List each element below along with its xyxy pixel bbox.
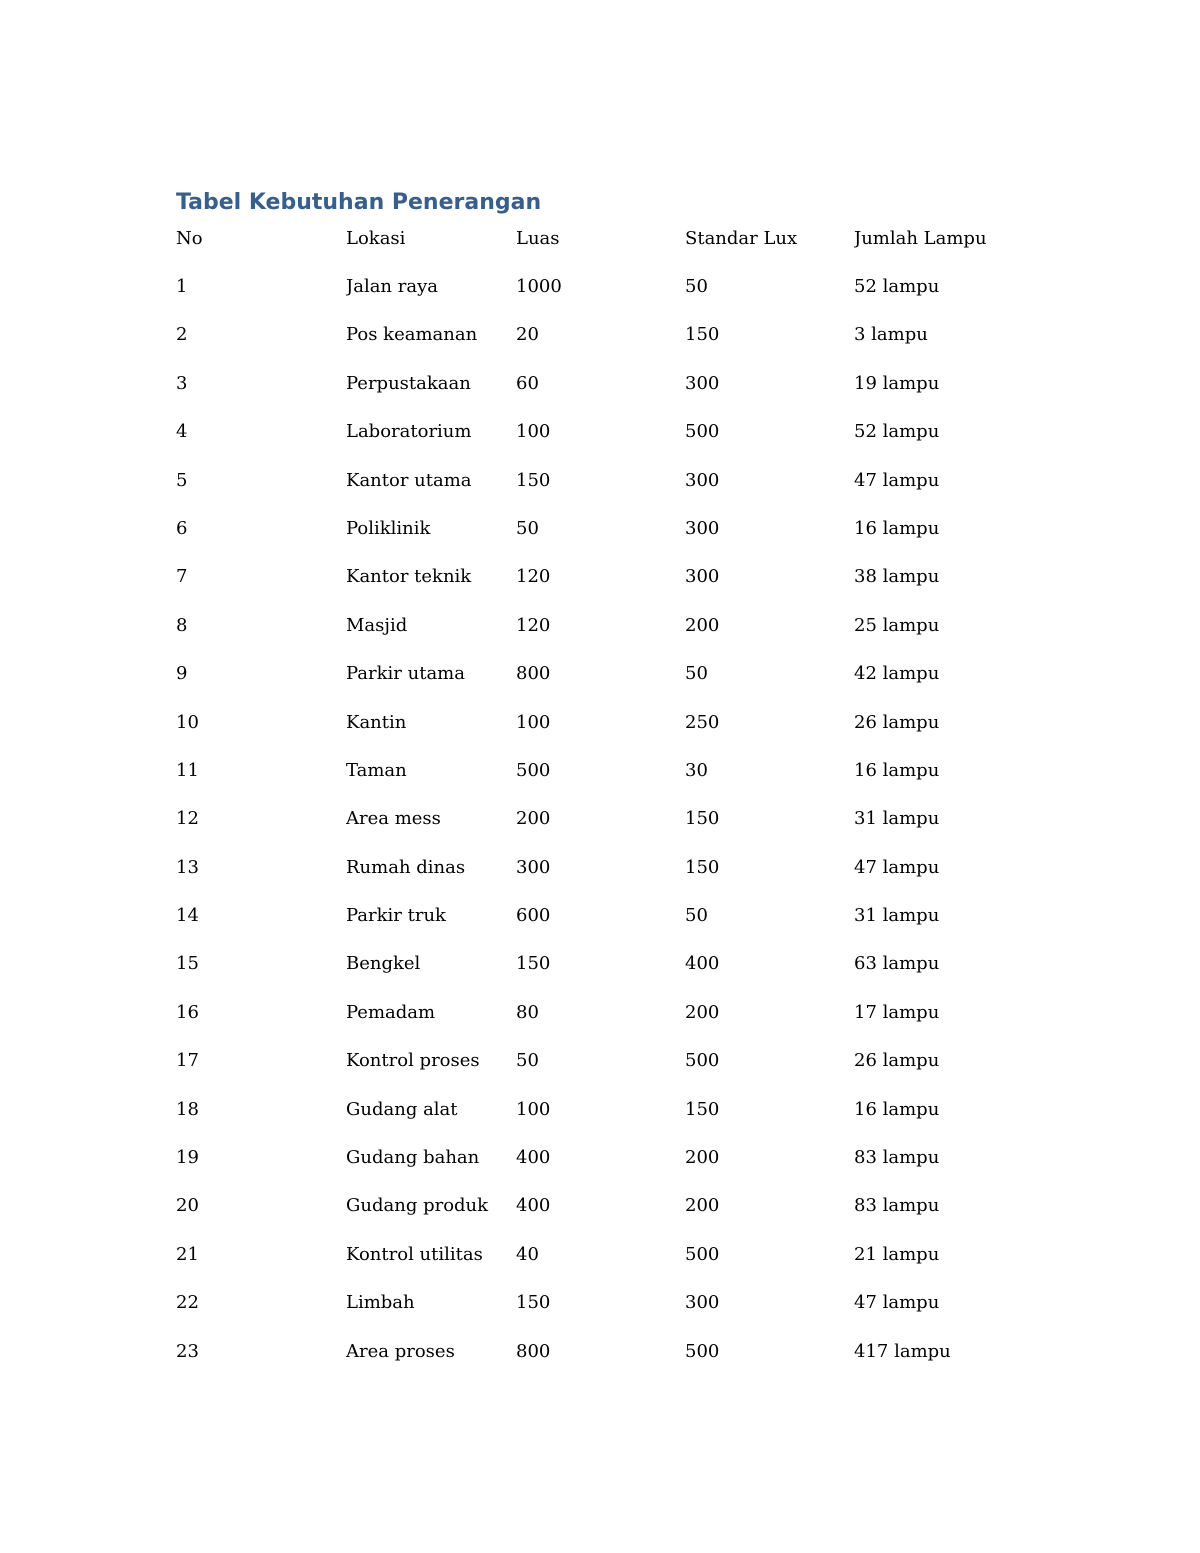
cell-luas: 150 [516, 469, 551, 491]
table-row [176, 1143, 1056, 1191]
table-body [176, 272, 1056, 1385]
cell-lokasi: Kontrol utilitas [346, 1243, 483, 1265]
cell-no: 22 [176, 1292, 199, 1314]
cell-luas: 100 [516, 421, 551, 443]
cell-no: 16 [176, 1001, 199, 1023]
cell-no: 1 [176, 276, 188, 297]
cell-jumlah-lampu: 42 lampu [854, 663, 940, 685]
header-jumlah-lampu: Jumlah Lampu [854, 228, 987, 249]
table-row [176, 1288, 1056, 1336]
cell-standar-lux: 250 [685, 711, 720, 733]
cell-standar-lux: 150 [685, 324, 720, 346]
table-row [176, 1337, 1056, 1385]
cell-no: 11 [176, 759, 199, 781]
cell-jumlah-lampu: 417 lampu [854, 1340, 951, 1362]
cell-no: 5 [176, 469, 188, 491]
cell-jumlah-lampu: 21 lampu [854, 1243, 940, 1265]
table-row [176, 1240, 1056, 1288]
document-title: Tabel Kebutuhan Penerangan [176, 190, 542, 215]
table-row [176, 611, 1056, 659]
cell-luas: 100 [516, 711, 551, 733]
cell-lokasi: Kantor teknik [346, 566, 472, 588]
cell-lokasi: Limbah [346, 1292, 415, 1314]
table-row [176, 853, 1056, 901]
table-row [176, 708, 1056, 756]
table-row [176, 1191, 1056, 1239]
cell-jumlah-lampu: 17 lampu [854, 1001, 940, 1023]
cell-standar-lux: 200 [685, 1147, 720, 1169]
cell-standar-lux: 50 [685, 663, 708, 685]
cell-no: 23 [176, 1340, 199, 1362]
cell-no: 3 [176, 372, 188, 394]
cell-no: 19 [176, 1147, 199, 1169]
table-row [176, 417, 1056, 465]
cell-lokasi: Gudang produk [346, 1195, 489, 1217]
header-lokasi: Lokasi [346, 228, 406, 249]
cell-jumlah-lampu: 16 lampu [854, 759, 940, 781]
cell-no: 2 [176, 324, 188, 346]
cell-lokasi: Poliklinik [346, 517, 431, 539]
cell-no: 20 [176, 1195, 199, 1217]
cell-jumlah-lampu: 31 lampu [854, 905, 940, 927]
cell-luas: 1000 [516, 276, 562, 297]
lighting-table [176, 224, 1056, 1385]
table-row [176, 562, 1056, 610]
table-row [176, 756, 1056, 804]
cell-luas: 800 [516, 1340, 551, 1362]
cell-lokasi: Kontrol proses [346, 1050, 480, 1072]
table-row [176, 466, 1056, 514]
cell-no: 9 [176, 663, 188, 685]
cell-luas: 400 [516, 1195, 551, 1217]
cell-no: 12 [176, 808, 199, 830]
cell-luas: 50 [516, 517, 539, 539]
cell-standar-lux: 300 [685, 517, 720, 539]
table-row [176, 1046, 1056, 1094]
cell-standar-lux: 200 [685, 614, 720, 636]
cell-luas: 80 [516, 1001, 539, 1023]
cell-lokasi: Bengkel [346, 953, 421, 975]
cell-lokasi: Area proses [346, 1340, 455, 1362]
cell-no: 8 [176, 614, 188, 636]
cell-jumlah-lampu: 26 lampu [854, 711, 940, 733]
cell-no: 13 [176, 856, 199, 878]
table-header-row [176, 224, 1056, 272]
table-row [176, 998, 1056, 1046]
cell-lokasi: Pos keamanan [346, 324, 478, 346]
cell-standar-lux: 300 [685, 566, 720, 588]
cell-no: 21 [176, 1243, 199, 1265]
cell-lokasi: Parkir truk [346, 905, 446, 927]
cell-jumlah-lampu: 83 lampu [854, 1147, 940, 1169]
cell-no: 18 [176, 1098, 199, 1120]
table-row [176, 949, 1056, 997]
table-row [176, 514, 1056, 562]
cell-luas: 400 [516, 1147, 551, 1169]
cell-no: 4 [176, 421, 188, 443]
cell-jumlah-lampu: 63 lampu [854, 953, 940, 975]
cell-standar-lux: 200 [685, 1001, 720, 1023]
cell-luas: 500 [516, 759, 551, 781]
cell-jumlah-lampu: 31 lampu [854, 808, 940, 830]
cell-standar-lux: 150 [685, 808, 720, 830]
cell-standar-lux: 400 [685, 953, 720, 975]
cell-luas: 120 [516, 614, 551, 636]
cell-standar-lux: 150 [685, 856, 720, 878]
cell-lokasi: Gudang alat [346, 1098, 458, 1120]
table-row [176, 272, 1056, 320]
cell-luas: 800 [516, 663, 551, 685]
cell-luas: 150 [516, 953, 551, 975]
cell-lokasi: Pemadam [346, 1001, 436, 1023]
cell-standar-lux: 300 [685, 469, 720, 491]
cell-jumlah-lampu: 47 lampu [854, 856, 940, 878]
cell-lokasi: Gudang bahan [346, 1147, 480, 1169]
cell-jumlah-lampu: 26 lampu [854, 1050, 940, 1072]
cell-lokasi: Parkir utama [346, 663, 465, 685]
cell-luas: 120 [516, 566, 551, 588]
cell-standar-lux: 300 [685, 1292, 720, 1314]
cell-standar-lux: 50 [685, 905, 708, 927]
cell-luas: 600 [516, 905, 551, 927]
cell-luas: 100 [516, 1098, 551, 1120]
cell-lokasi: Kantor utama [346, 469, 472, 491]
table-row [176, 369, 1056, 417]
cell-luas: 200 [516, 808, 551, 830]
cell-jumlah-lampu: 52 lampu [854, 421, 940, 443]
cell-lokasi: Masjid [346, 614, 408, 636]
cell-jumlah-lampu: 25 lampu [854, 614, 940, 636]
cell-jumlah-lampu: 52 lampu [854, 276, 940, 297]
cell-standar-lux: 500 [685, 1340, 720, 1362]
cell-jumlah-lampu: 38 lampu [854, 566, 940, 588]
cell-standar-lux: 150 [685, 1098, 720, 1120]
cell-lokasi: Taman [346, 759, 407, 781]
table-row [176, 320, 1056, 368]
cell-luas: 60 [516, 372, 539, 394]
cell-lokasi: Perpustakaan [346, 372, 471, 394]
cell-luas: 300 [516, 856, 551, 878]
cell-jumlah-lampu: 83 lampu [854, 1195, 940, 1217]
cell-lokasi: Jalan raya [346, 276, 438, 297]
cell-lokasi: Laboratorium [346, 421, 472, 443]
table-row [176, 1095, 1056, 1143]
header-standar-lux: Standar Lux [685, 228, 798, 249]
table-row [176, 659, 1056, 707]
cell-no: 14 [176, 905, 199, 927]
cell-standar-lux: 500 [685, 421, 720, 443]
cell-no: 6 [176, 517, 188, 539]
cell-lokasi: Area mess [346, 808, 441, 830]
cell-lokasi: Rumah dinas [346, 856, 466, 878]
cell-lokasi: Kantin [346, 711, 407, 733]
header-luas: Luas [516, 228, 560, 249]
cell-jumlah-lampu: 16 lampu [854, 517, 940, 539]
cell-jumlah-lampu: 47 lampu [854, 1292, 940, 1314]
cell-luas: 40 [516, 1243, 539, 1265]
cell-no: 15 [176, 953, 199, 975]
cell-no: 17 [176, 1050, 199, 1072]
cell-jumlah-lampu: 47 lampu [854, 469, 940, 491]
cell-no: 7 [176, 566, 188, 588]
cell-standar-lux: 200 [685, 1195, 720, 1217]
header-no: No [176, 228, 203, 249]
cell-standar-lux: 50 [685, 276, 708, 297]
cell-luas: 20 [516, 324, 539, 346]
table-row [176, 901, 1056, 949]
cell-luas: 150 [516, 1292, 551, 1314]
cell-luas: 50 [516, 1050, 539, 1072]
cell-standar-lux: 30 [685, 759, 708, 781]
cell-jumlah-lampu: 19 lampu [854, 372, 940, 394]
cell-standar-lux: 500 [685, 1050, 720, 1072]
cell-standar-lux: 300 [685, 372, 720, 394]
cell-no: 10 [176, 711, 199, 733]
cell-jumlah-lampu: 16 lampu [854, 1098, 940, 1120]
cell-jumlah-lampu: 3 lampu [854, 324, 928, 346]
cell-standar-lux: 500 [685, 1243, 720, 1265]
table-row [176, 804, 1056, 852]
